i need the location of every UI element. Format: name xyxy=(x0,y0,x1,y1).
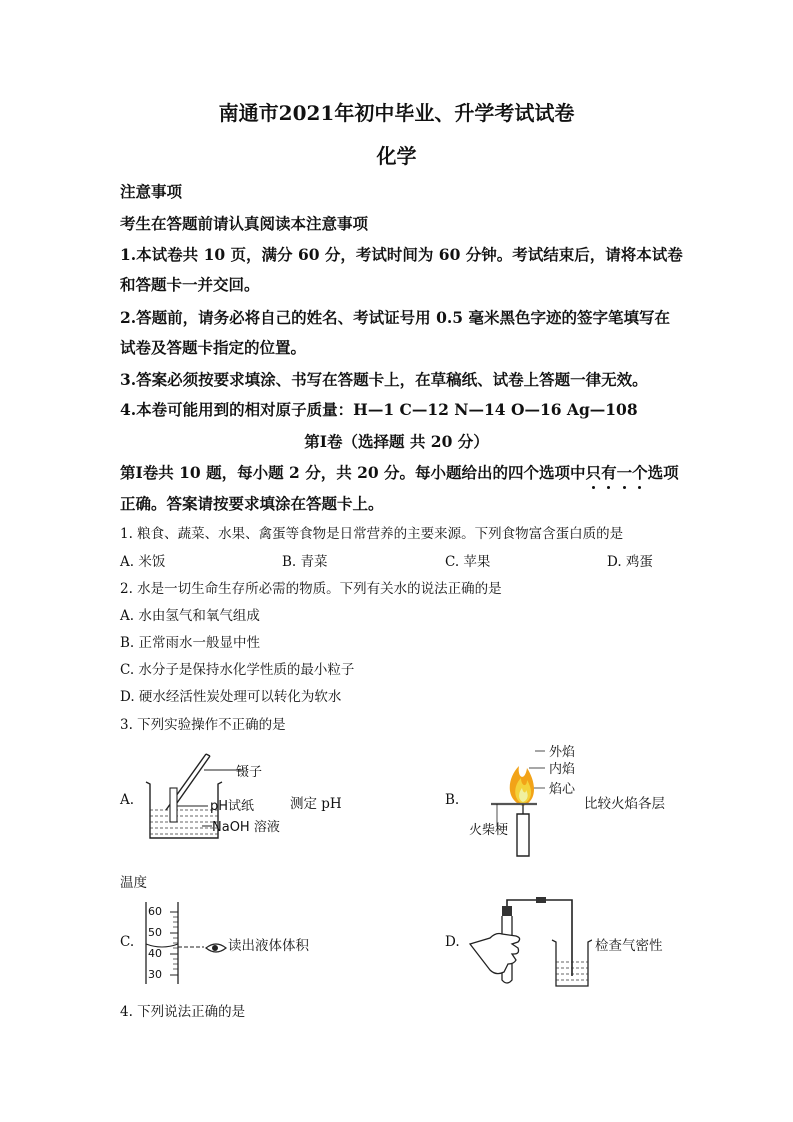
svg-text:pH试纸: pH试纸 xyxy=(210,799,255,814)
q3-option-c-caption: 读出液体体积 xyxy=(228,938,309,954)
q3-option-a-letter: A. xyxy=(120,792,135,808)
svg-text:焰心: 焰心 xyxy=(549,782,576,797)
q3-option-a-caption: 测定 pH xyxy=(290,796,342,812)
exam-title: 南通市2021年初中毕业、升学考试试卷 xyxy=(218,101,575,125)
notice-item-2-cont: 试卷及答题卡指定的位置。 xyxy=(120,338,307,357)
notice-item-4: 4.本卷可能用到的相对原子质量：H—1 C—12 N—14 O—16 Ag—108 xyxy=(120,400,638,419)
emphasis-char: 个 xyxy=(632,463,648,482)
notice-item-2: 2.答题前，请务必将自己的姓名、考试证号用 0.5 毫米黑色字迹的签字笔填写在 xyxy=(120,308,670,327)
q1-option-c: C. 苹果 xyxy=(445,554,491,570)
q3-option-d-caption: 检查气密性 xyxy=(595,938,663,954)
exam-subject: 化学 xyxy=(376,144,417,168)
question-3-stem: 3. 下列实验操作不正确的是 xyxy=(120,717,286,733)
q3-option-d-letter: D. xyxy=(445,934,460,950)
svg-text:镊子: 镊子 xyxy=(236,765,263,780)
notice-heading: 注意事项 xyxy=(120,182,183,201)
q3-option-b-caption-overflow: 温度 xyxy=(120,875,147,891)
q3-option-c-letter: C. xyxy=(120,934,135,950)
q2-option-c: C. 水分子是保持水化学性质的最小粒子 xyxy=(120,662,355,678)
q2-option-b: B. 正常雨水一般显中性 xyxy=(120,635,261,651)
emphasis-char: 一 xyxy=(616,463,633,482)
q2-option-a: A. 水由氢气和氧气组成 xyxy=(120,608,260,624)
svg-text:内焰: 内焰 xyxy=(549,762,576,777)
eye-icon xyxy=(204,939,228,957)
beaker-icon xyxy=(140,748,300,844)
emphasis-char: 有 xyxy=(601,463,617,482)
notice-item-3: 3.答案必须按要求填涂、书写在答题卡上，在草稿纸、试卷上答题一律无效。 xyxy=(120,370,648,389)
notice-item-1: 1.本试卷共 10 页，满分 60 分，考试时间为 60 分钟。考试结束后，请将本试卷 xyxy=(120,245,683,264)
q3-option-b-caption: 比较火焰各层 xyxy=(584,796,665,812)
q1-option-a: A. 米饭 xyxy=(120,554,166,570)
q2-option-d: D. 硬水经活性炭处理可以转化为软水 xyxy=(120,689,342,705)
svg-text:NaOH 溶液: NaOH 溶液 xyxy=(212,820,280,835)
hand-holding-tube-icon xyxy=(466,892,592,990)
svg-text:60: 60 xyxy=(148,905,162,918)
question-4-stem: 4. 下列说法正确的是 xyxy=(120,1004,246,1020)
notice-intro: 考生在答题前请认真阅读本注意事项 xyxy=(120,214,369,233)
notice-item-1-cont: 和答题卡一并交回。 xyxy=(120,275,260,294)
candle-flame-icon xyxy=(465,738,585,860)
section-description-cont: 正确。答案请按要求填涂在答题卡上。 xyxy=(120,494,384,513)
emphasis-char: 只 xyxy=(585,463,602,482)
svg-text:火柴梗: 火柴梗 xyxy=(469,823,509,838)
svg-text:40: 40 xyxy=(148,947,162,960)
q3-option-b-letter: B. xyxy=(445,792,460,808)
section-title: 第Ⅰ卷（选择题 共 20 分） xyxy=(304,432,489,451)
svg-text:外焰: 外焰 xyxy=(549,745,576,760)
svg-text:30: 30 xyxy=(148,968,162,981)
question-2-stem: 2. 水是一切生命生存所必需的物质。下列有关水的说法正确的是 xyxy=(120,581,502,597)
section-description: 第Ⅰ卷共 10 题，每小题 2 分，共 20 分。每小题给出的四个选项中只有一个选项 xyxy=(120,463,679,482)
svg-text:50: 50 xyxy=(148,926,162,939)
q1-option-b: B. 青菜 xyxy=(282,554,328,570)
question-1-stem: 1. 粮食、蔬菜、水果、禽蛋等食物是日常营养的主要来源。下列食物富含蛋白质的是 xyxy=(120,526,624,542)
q1-option-d: D. 鸡蛋 xyxy=(607,554,653,570)
